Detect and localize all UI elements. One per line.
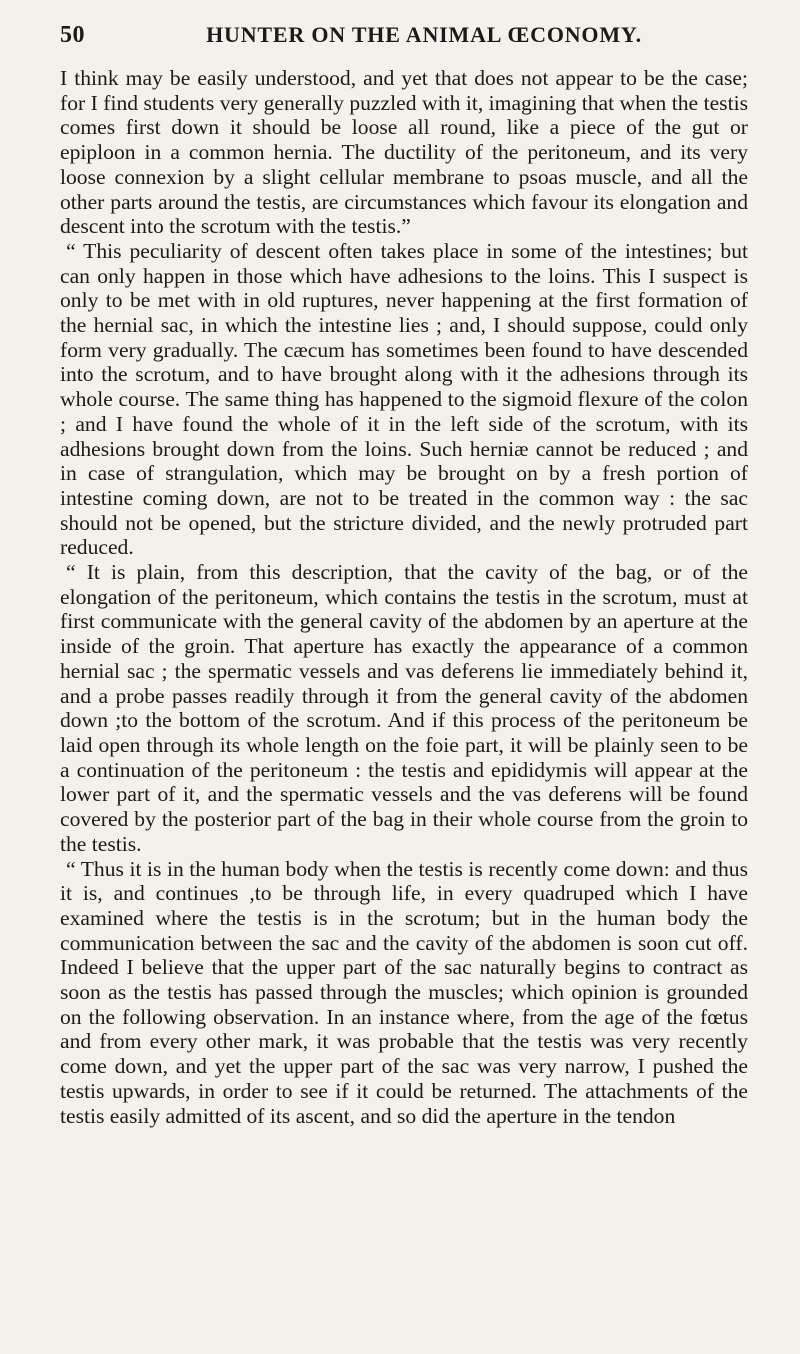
paragraph: “ It is plain, from this description, that the cavity of the bag, or of the elongation of the peritoneum, which contains the testis in the scrotum, must at first communicate with the general cavity of the abdomen by an aperture at the inside of the groin. That aperture has exactly the appearance of a common hernial sac ; the spermatic vessels and vas deferens lie immediately behind it, and a probe passes readily through it from the general cavity of the abdomen down ;to the bottom of the scrotum. And if this process of the peritoneum be laid open through its whole length on the foie part, it will be plainly seen to be a continuation of the peritoneum : the testis and epididymis will appear at the lower part of it, and the spermatic vessels and the vas deferens will be found covered by the posterior part of the bag in their whole course from the groin to the testis. <box>60 560 748 856</box>
running-head <box>60 18 748 58</box>
paragraph: I think may be easily understood, and yet that does not appear to be the case; for I find students very generally puzzled with it, imagining that when the testis comes first down it should be loose all round, like a piece of the gut or epiploon in a common hernia. The ductility of the peritoneum, and its very loose connexion by a slight cellular membrane to psoas muscle, and all the other parts around the testis, are circumstances which favour its elongation and descent into the scrotum with the testis.” <box>60 66 748 239</box>
running-title: HUNTER ON THE ANIMAL ŒCONOMY. <box>206 22 642 47</box>
body-text <box>60 66 748 1128</box>
paragraph: “ Thus it is in the human body when the testis is recently come down: and thus it is, and continues ,to be through life, in every quadruped which I have examined where the testis is in the scrotum; but in the human body the communication between the sac and the cavity of the abdomen is soon cut off. Indeed I believe that the upper part of the sac naturally begins to contract as soon as the testis has passed through the muscles; which opinion is grounded on the following observation. In an instance where, from the age of the fœtus and from every other mark, it was probable that the testis was very recently come down, and yet the upper part of the sac was very narrow, I pushed the testis upwards, in order to see if it could be returned. The attachments of the testis easily admitted of its ascent, and so did the aperture in the tendon <box>60 856 748 1128</box>
paragraph: “ This peculiarity of descent often takes place in some of the intestines; but can only happen in those which have adhesions to the loins. This I suspect is only to be met with in old ruptures, never happening at the first formation of the hernial sac, in which the intestine lies ; and, I should suppose, could only form very gradually. The cæcum has sometimes been found to have descended into the scrotum, and to have brought along with it the adhesions through its whole course. The same thing has happened to the sigmoid flexure of the colon ; and I have found the whole of it in the left side of the scrotum, with its adhesions brought down from the loins. Such herniæ cannot be reduced ; and in case of strangulation, which may be brought on by a fresh portion of intestine coming down, are not to be treated in the common way : the sac should not be opened, but the stricture divided, and the newly protruded part reduced. <box>60 238 748 560</box>
page-number: 50 <box>60 22 85 48</box>
